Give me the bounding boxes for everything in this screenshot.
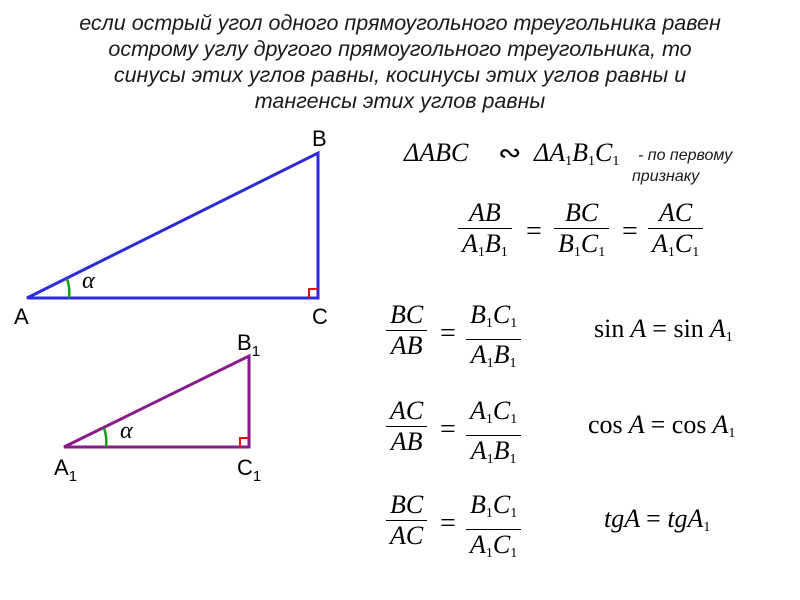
ratio-bc: $\frac{BC}{B_1C_1}$ xyxy=(554,198,609,268)
statement-line-2: острому углу другого прямоугольного треугольника, то xyxy=(108,37,692,61)
cos-fraction-left: $\frac{AC}{AB}$ xyxy=(386,396,427,457)
vertex-label-a: A xyxy=(14,304,29,329)
sin-fraction-right: $\frac{B_1C_1}{A_1B_1}$ xyxy=(466,300,521,379)
ratio-eq-1: = xyxy=(526,216,542,247)
statement-line-1: если острый угол одного прямоугольного треугольника равен xyxy=(79,11,721,35)
tg-fraction-left: $\frac{BC}{AC}$ xyxy=(386,490,427,551)
cos-fraction-right: $\frac{A_1C_1}{A_1B_1}$ xyxy=(466,396,521,475)
angle-alpha-1: α xyxy=(82,268,95,294)
cos-eq: = xyxy=(440,414,456,445)
tg-eq: = xyxy=(440,508,456,539)
similarity-note-line-1: - по первому xyxy=(638,147,733,164)
triangle-abc xyxy=(27,153,318,298)
sin-fraction-left: $\frac{BC}{AB}$ xyxy=(386,300,427,361)
vertex-label-a1: $A_1$ xyxy=(54,455,78,485)
sin-result: $\sin A = \sin A_1$ xyxy=(594,314,733,345)
cos-result: $\cos A = \cos A_1$ xyxy=(588,410,736,441)
ratio-ac: $\frac{AC}{A_1C_1}$ xyxy=(648,198,703,268)
tg-result: tgA = tgA$_1$ xyxy=(604,504,711,535)
statement-line-3: синусы этих углов равны, косинусы этих углов равны и xyxy=(113,63,687,87)
ratio-eq-2: = xyxy=(622,216,638,247)
similarity-note-line-2: признаку xyxy=(632,168,700,185)
similarity-right: $\Delta A_1B_1C_1$ xyxy=(534,138,620,169)
statement-line-4: тангенсы этих углов равны xyxy=(254,89,546,113)
tg-fraction-right: $\frac{B_1C_1}{A_1C_1}$ xyxy=(466,490,521,569)
angle-arc-a xyxy=(67,279,69,298)
similarity-symbol: ∾ xyxy=(498,138,522,169)
angle-alpha-2: α xyxy=(120,418,133,444)
ratio-ab: $\frac{AB}{A_1B_1}$ xyxy=(458,198,512,268)
vertex-label-c1: $C_1$ xyxy=(237,455,262,485)
vertex-label-b1: $B_1$ xyxy=(237,330,261,360)
vertex-label-b: B xyxy=(312,126,327,151)
vertex-label-c: C xyxy=(312,304,328,329)
angle-arc-a1 xyxy=(104,428,106,447)
similarity-left: ΔABC xyxy=(404,138,469,167)
triangle-a1b1c1 xyxy=(64,356,249,447)
sin-eq: = xyxy=(440,318,456,349)
